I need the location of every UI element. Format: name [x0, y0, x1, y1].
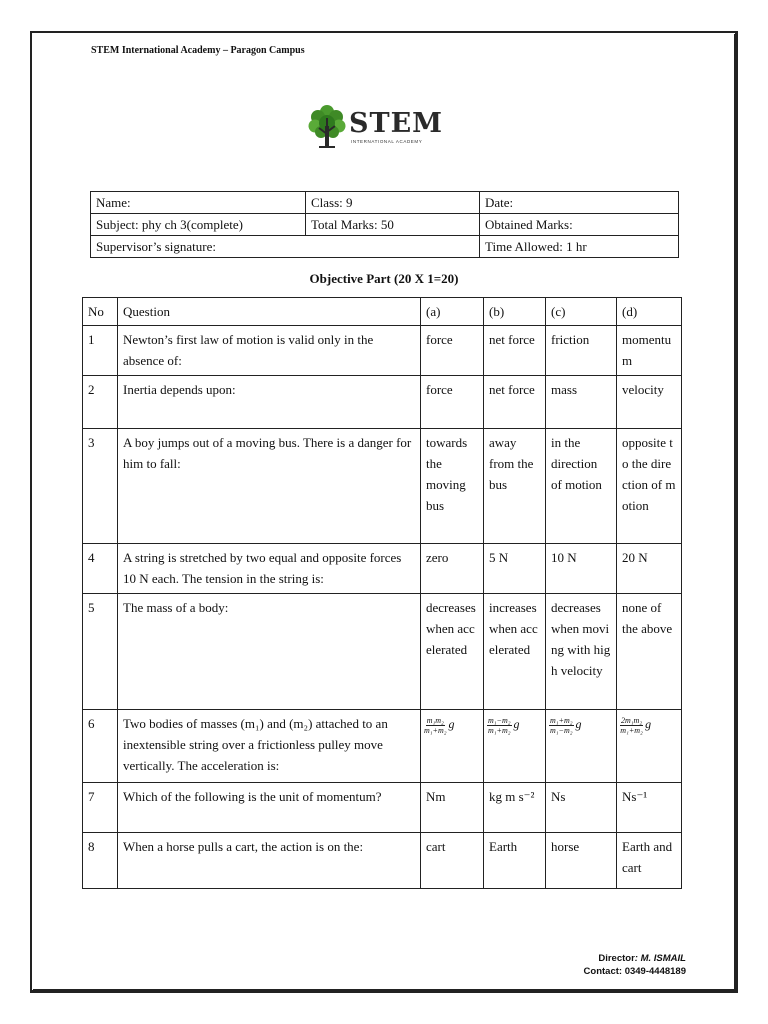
fraction: $\frac{\text{m₁+m₂}}{\text{m₁−m₂}}$	[550, 715, 573, 735]
option-a: Nm	[421, 783, 484, 833]
question-text: Newton’s first law of motion is valid only in the absence of:	[118, 326, 421, 376]
objective-part-title: Objective Part (20 X 1=20)	[309, 271, 459, 286]
question-text: When a horse pulls a cart, the action is on the:	[118, 833, 421, 889]
option-c: mass	[546, 376, 617, 429]
question-text: Which of the following is the unit of momentum?	[118, 783, 421, 833]
option-c: horse	[546, 833, 617, 889]
date-field: Date:	[480, 192, 679, 214]
student-info-table	[90, 191, 679, 258]
question-text: Two bodies of masses (m₁) and (m₂) attached to an inextensible string over a frictionless pulley move vertically. The acceleration is:	[118, 710, 421, 783]
option-b: kg m s⁻²	[484, 783, 546, 833]
option-a: zero	[421, 544, 484, 594]
column-header: (b)	[484, 298, 546, 326]
table-header-row	[83, 298, 682, 326]
stem-logo	[305, 102, 455, 160]
school-header: STEM International Academy – Paragon Campus	[91, 45, 305, 56]
director-line	[584, 952, 686, 965]
obtained-marks-field: Obtained Marks:	[480, 214, 679, 236]
option-b: increases when accelerated	[484, 594, 546, 710]
option-c: Ns	[546, 783, 617, 833]
option-d: $\frac{\text{2m₁m₂}}{\text{m₁+m₂}}$ g	[617, 710, 682, 783]
option-c: 10 N	[546, 544, 617, 594]
subject-field: Subject: phy ch 3(complete)	[91, 214, 306, 236]
table-row	[83, 710, 682, 783]
footer	[584, 952, 686, 978]
tree-icon	[307, 104, 347, 150]
option-a: $\frac{\text{m₁m₂}}{\text{m₁+m₂}}$ g	[421, 710, 484, 783]
option-d: opposite to the direction of motion	[617, 429, 682, 544]
question-number: 3	[83, 429, 118, 544]
column-header: No	[83, 298, 118, 326]
table-row	[83, 376, 682, 429]
option-a: cart	[421, 833, 484, 889]
table-row	[83, 429, 682, 544]
option-b: net force	[484, 326, 546, 376]
column-header: (d)	[617, 298, 682, 326]
director-name: : M. ISMAIL	[634, 953, 686, 964]
option-c: friction	[546, 326, 617, 376]
option-a: force	[421, 376, 484, 429]
contact-line: Contact: 0349-4448189	[583, 966, 686, 977]
option-b: 5 N	[484, 544, 546, 594]
question-text: A string is stretched by two equal and opposite forces 10 N each. The tension in the string is:	[118, 544, 421, 594]
column-header: (a)	[421, 298, 484, 326]
table-row	[83, 326, 682, 376]
director-label: Director	[598, 953, 635, 964]
table-row	[83, 544, 682, 594]
option-c: decreases when moving with high velocity	[546, 594, 617, 710]
table-row	[83, 833, 682, 889]
option-a: towards the moving bus	[421, 429, 484, 544]
fraction: $\frac{\text{m₁m₂}}{\text{m₁+m₂}}$	[424, 715, 447, 735]
mcq-table	[82, 297, 682, 889]
column-header: Question	[118, 298, 421, 326]
question-number: 5	[83, 594, 118, 710]
question-number: 4	[83, 544, 118, 594]
question-text: A boy jumps out of a moving bus. There is a danger for him to fall:	[118, 429, 421, 544]
question-text: The mass of a body:	[118, 594, 421, 710]
option-d: none of the above	[617, 594, 682, 710]
option-c: in the direction of motion	[546, 429, 617, 544]
logo-title: STEM	[349, 108, 444, 139]
time-allowed-field: Time Allowed: 1 hr	[480, 236, 679, 258]
option-a: decreases when accelerated	[421, 594, 484, 710]
column-header: (c)	[546, 298, 617, 326]
question-number: 8	[83, 833, 118, 889]
table-row	[83, 783, 682, 833]
option-a: force	[421, 326, 484, 376]
question-number: 2	[83, 376, 118, 429]
name-field: Name:	[91, 192, 306, 214]
logo-subtitle: INTERNATIONAL ACADEMY	[351, 139, 423, 144]
table-row	[83, 594, 682, 710]
option-d: Ns⁻¹	[617, 783, 682, 833]
option-d: velocity	[617, 376, 682, 429]
total-marks-field: Total Marks: 50	[306, 214, 480, 236]
fraction: $\frac{\text{2m₁m₂}}{\text{m₁+m₂}}$	[620, 715, 643, 735]
option-d: Earth and cart	[617, 833, 682, 889]
fraction: $\frac{\text{m₁−m₂}}{\text{m₁+m₂}}$	[488, 715, 511, 735]
option-c: $\frac{\text{m₁+m₂}}{\text{m₁−m₂}}$ g	[546, 710, 617, 783]
option-d: momentum	[617, 326, 682, 376]
option-b: $\frac{\text{m₁−m₂}}{\text{m₁+m₂}}$ g	[484, 710, 546, 783]
supervisor-signature-field: Supervisor’s signature:	[91, 236, 480, 258]
class-field: Class: 9	[306, 192, 480, 214]
option-d: 20 N	[617, 544, 682, 594]
question-text: Inertia depends upon:	[118, 376, 421, 429]
question-number: 1	[83, 326, 118, 376]
option-b: away from the bus	[484, 429, 546, 544]
option-b: Earth	[484, 833, 546, 889]
question-number: 6	[83, 710, 118, 783]
option-b: net force	[484, 376, 546, 429]
question-number: 7	[83, 783, 118, 833]
